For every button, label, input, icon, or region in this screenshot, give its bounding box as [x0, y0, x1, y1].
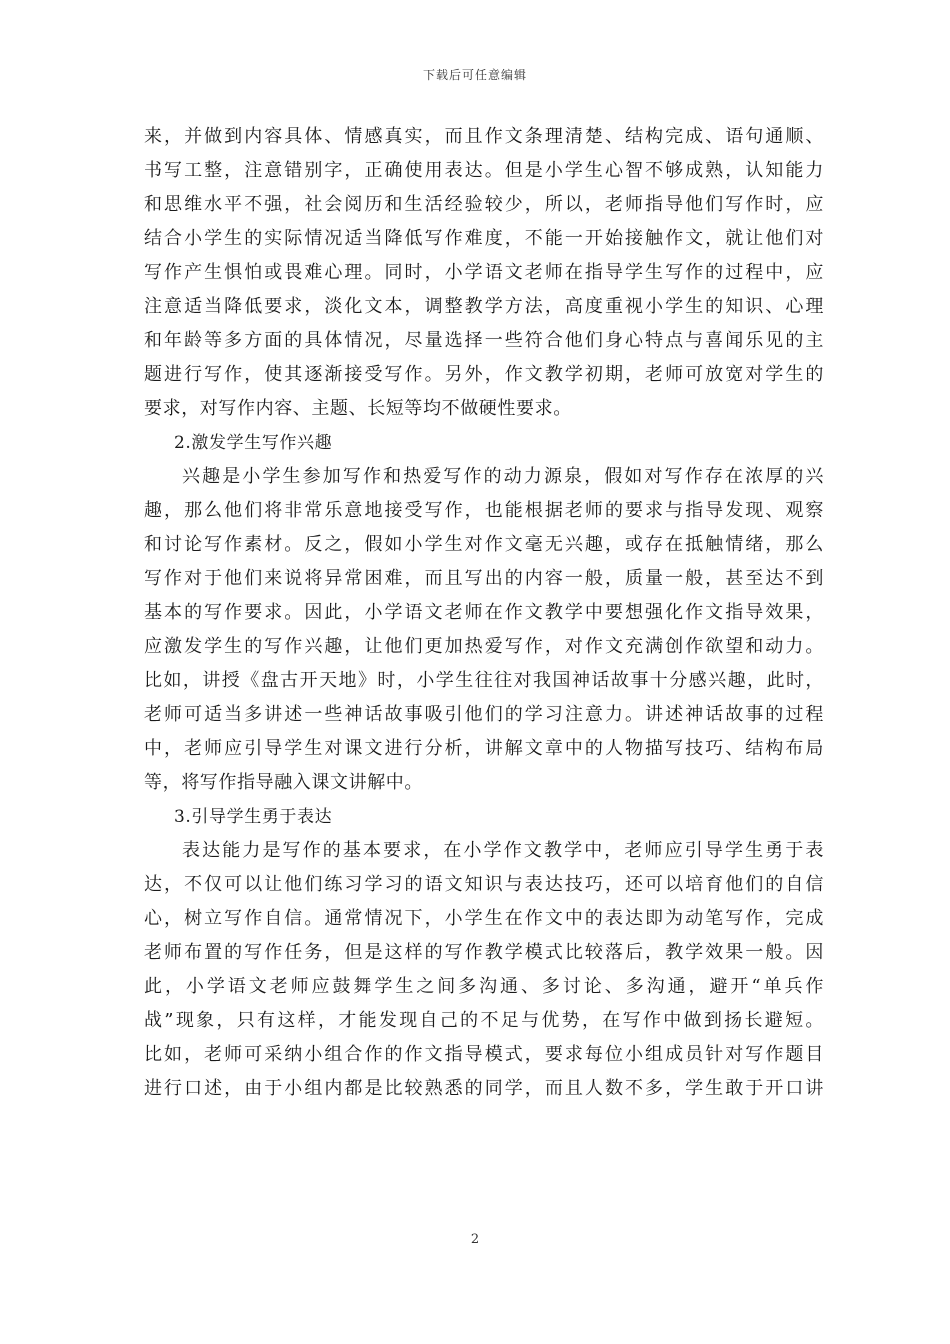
- text-line: 题进行写作，使其逐渐接受写作。另外，作文教学初期，老师可放宽对学生的: [144, 364, 824, 385]
- text-line: 达，不仅可以让他们练习学习的语文知识与表达技巧，还可以培育他们的自信: [144, 874, 824, 895]
- text-line: 中，老师应引导学生对课文进行分析，讲解文章中的人物描写技巧、结构布局: [144, 738, 824, 759]
- text-line: 结合小学生的实际情况适当降低写作难度，不能一开始接触作文，就让他们对: [144, 228, 824, 249]
- text-line: 进行口述，由于小组内都是比较熟悉的同学，而且人数不多，学生敢于开口讲: [144, 1078, 824, 1099]
- text-line: 老师布置的写作任务，但是这样的写作教学模式比较落后，教学效果一般。因: [144, 942, 824, 963]
- text-line: 比如，讲授《盘古开天地》时，小学生往往对我国神话故事十分感兴趣，此时，: [144, 670, 824, 691]
- paragraph-3: [144, 834, 824, 1106]
- text-line: 比如，老师可采纳小组合作的作文指导模式，要求每位小组成员针对写作题目: [144, 1044, 824, 1065]
- text-line: 应激发学生的写作兴趣，让他们更加热爱写作，对作文充满创作欲望和动力。: [144, 636, 824, 657]
- text-line: 此，小学语文老师应鼓舞学生之间多沟通、多讨论、多沟通，避开“单兵作: [144, 976, 824, 997]
- paragraph-2: [144, 460, 824, 800]
- text-line: 战”现象，只有这样，才能发现自己的不足与优势，在写作中做到扬长避短。: [144, 1010, 824, 1031]
- text-line: 和思维水平不强，社会阅历和生活经验较少，所以，老师指导他们写作时，应: [144, 194, 824, 215]
- text-line: 表达能力是写作的基本要求，在小学作文教学中，老师应引导学生勇于表: [182, 840, 824, 861]
- text-line: 等，将写作指导融入课文讲解中。: [144, 772, 423, 793]
- page-header: 下载后可任意编辑: [422, 68, 527, 82]
- text-line: 兴趣是小学生参加写作和热爱写作的动力源泉，假如对写作存在浓厚的兴: [182, 466, 824, 487]
- page-number: 2: [470, 1232, 480, 1247]
- text-line: 注意适当降低要求，淡化文本，调整教学方法，高度重视小学生的知识、心理: [144, 296, 824, 317]
- text-line: 书写工整，注意错别字，正确使用表达。但是小学生心智不够成熟，认知能力: [144, 160, 824, 181]
- text-line: 基本的写作要求。因此，小学语文老师在作文教学中要想强化作文指导效果，: [144, 602, 824, 623]
- text-line: 和讨论写作素材。反之，假如小学生对作文毫无兴趣，或存在抵触情绪，那么: [144, 534, 824, 555]
- text-line: 心，树立写作自信。通常情况下，小学生在作文中的表达即为动笔写作，完成: [144, 908, 824, 929]
- text-line: 老师可适当多讲述一些神话故事吸引他们的学习注意力。讲述神话故事的过程: [144, 704, 824, 725]
- text-line: 来，并做到内容具体、情感真实，而且作文条理清楚、结构完成、语句通顺、: [144, 126, 824, 147]
- text-line: 趣，那么他们将非常乐意地接受写作，也能根据老师的要求与指导发现、观察: [144, 500, 824, 521]
- text-line: 写作对于他们来说将异常困难，而且写出的内容一般，质量一般，甚至达不到: [144, 568, 824, 589]
- paragraph-1: [144, 120, 824, 426]
- section-heading-3: 3.引导学生勇于表达: [174, 807, 333, 827]
- text-line: 和年龄等多方面的具体情况，尽量选择一些符合他们身心特点与喜闻乐见的主: [144, 330, 824, 351]
- text-line: 要求，对写作内容、主题、长短等均不做硬性要求。: [144, 398, 572, 419]
- section-heading-2: 2.激发学生写作兴趣: [174, 433, 333, 453]
- text-line: 写作产生惧怕或畏难心理。同时，小学语文老师在指导学生写作的过程中，应: [144, 262, 824, 283]
- document-body: [144, 120, 824, 1106]
